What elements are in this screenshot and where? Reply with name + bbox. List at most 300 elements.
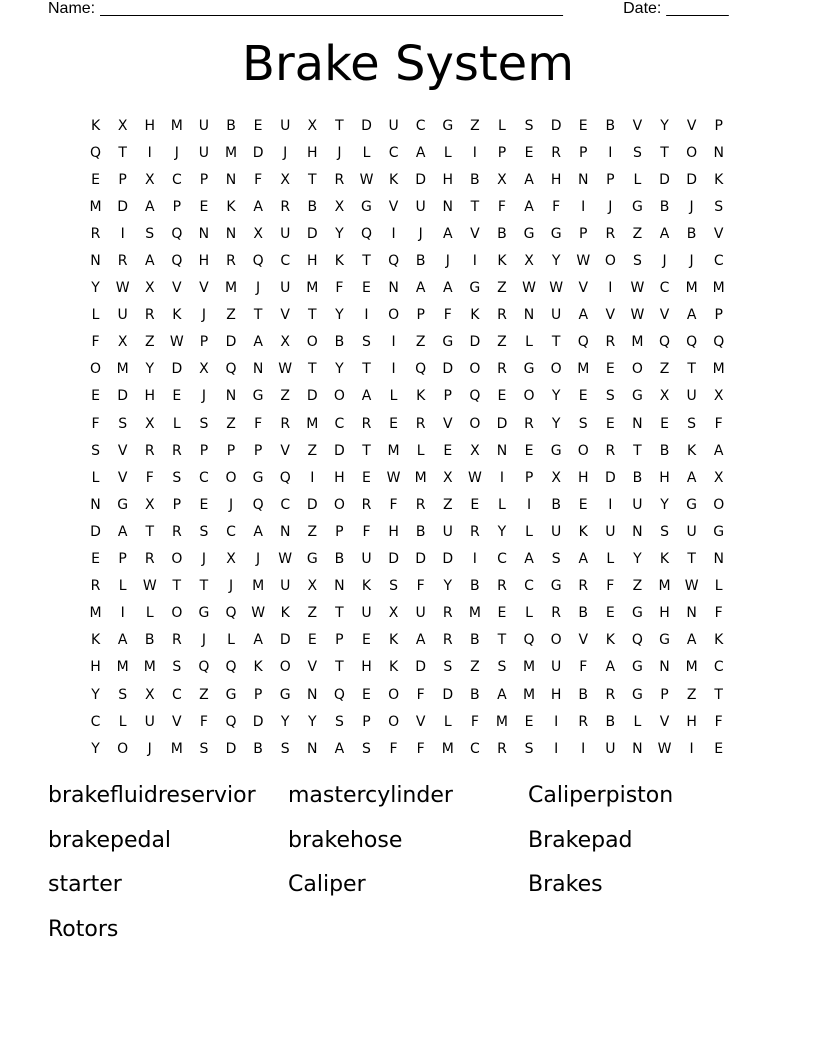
grid-letter: Q bbox=[252, 496, 264, 513]
grid-letter: N bbox=[523, 307, 535, 324]
grid-letter: D bbox=[279, 632, 291, 649]
grid-letter: R bbox=[90, 225, 101, 242]
grid-letter: K bbox=[172, 307, 182, 324]
grid-letter: A bbox=[117, 632, 128, 649]
grid-letter: M bbox=[712, 280, 725, 297]
grid-letter: D bbox=[334, 442, 345, 459]
grid-letter: J bbox=[256, 551, 261, 568]
grid-letter: U bbox=[280, 578, 291, 595]
grid-letter: V bbox=[280, 307, 290, 324]
grid-letter: D bbox=[469, 334, 481, 351]
grid-letter: S bbox=[280, 740, 290, 757]
grid-letter: G bbox=[550, 442, 562, 459]
grid-letter: H bbox=[361, 659, 372, 676]
grid-letter: T bbox=[335, 117, 344, 134]
grid-letter: E bbox=[497, 388, 507, 405]
grid-letter: P bbox=[335, 523, 344, 540]
grid-letter: D bbox=[306, 225, 318, 242]
grid-letter: X bbox=[280, 171, 290, 188]
grid-letter: S bbox=[172, 469, 182, 486]
grid-letter: X bbox=[334, 198, 345, 215]
grid-letter: J bbox=[174, 144, 179, 161]
grid-letter: J bbox=[228, 496, 234, 513]
grid-letter: E bbox=[524, 442, 534, 459]
grid-letter: E bbox=[362, 632, 371, 649]
grid-letter: K bbox=[361, 578, 372, 595]
date-label: Date: bbox=[623, 0, 662, 17]
grid-letter: E bbox=[497, 605, 507, 622]
grid-letter: V bbox=[659, 307, 670, 324]
grid-letter: I bbox=[608, 144, 613, 161]
grid-letter: A bbox=[415, 280, 426, 297]
grid-letter: L bbox=[525, 605, 533, 622]
grid-letter: R bbox=[144, 551, 155, 568]
grid-letter: A bbox=[334, 740, 345, 757]
grid-letter: P bbox=[253, 442, 263, 459]
grid-letter: M bbox=[170, 117, 183, 134]
grid-letter: S bbox=[714, 198, 724, 215]
word-list-item: brakehose bbox=[288, 827, 403, 853]
grid-letter: Z bbox=[307, 523, 318, 540]
grid-letter: D bbox=[415, 551, 427, 568]
grid-letter: V bbox=[605, 307, 616, 324]
grid-letter: I bbox=[499, 469, 505, 486]
grid-letter: E bbox=[578, 388, 588, 405]
grid-letter: V bbox=[307, 659, 318, 676]
grid-letter: X bbox=[442, 469, 453, 486]
grid-letter: O bbox=[388, 686, 400, 703]
grid-letter: B bbox=[605, 117, 616, 134]
grid-letter: N bbox=[198, 225, 210, 242]
grid-letter: L bbox=[606, 551, 615, 568]
grid-letter: Z bbox=[470, 117, 480, 134]
grid-letter: H bbox=[686, 713, 697, 730]
letter-grid bbox=[82, 112, 732, 762]
grid-letter: H bbox=[307, 253, 318, 270]
grid-letter: Y bbox=[443, 578, 453, 595]
grid-letter: U bbox=[686, 523, 697, 540]
grid-letter: E bbox=[199, 496, 209, 513]
grid-letter: I bbox=[391, 225, 396, 242]
grid-letter: S bbox=[199, 740, 209, 757]
grid-letter: I bbox=[147, 144, 152, 161]
grid-letter: M bbox=[577, 361, 590, 378]
grid-letter: Q bbox=[225, 713, 237, 730]
grid-letter: J bbox=[689, 198, 694, 215]
grid-letter: N bbox=[90, 496, 101, 513]
grid-letter: L bbox=[227, 632, 235, 649]
grid-letter: K bbox=[388, 171, 399, 188]
grid-letter: U bbox=[605, 740, 616, 757]
grid-letter: D bbox=[388, 551, 399, 568]
grid-letter: Z bbox=[415, 334, 426, 351]
grid-letter: X bbox=[388, 605, 399, 622]
grid-letter: A bbox=[578, 551, 589, 568]
grid-letter: L bbox=[362, 144, 371, 161]
grid-letter: H bbox=[334, 469, 345, 486]
grid-letter: F bbox=[714, 605, 723, 622]
grid-letter: G bbox=[631, 388, 643, 405]
grid-letter: S bbox=[551, 551, 561, 568]
grid-letter: G bbox=[631, 198, 643, 215]
grid-letter: T bbox=[660, 144, 669, 161]
grid-letter: G bbox=[279, 686, 291, 703]
word-list-item: brakepedal bbox=[48, 827, 172, 853]
grid-letter: H bbox=[388, 523, 399, 540]
grid-letter: A bbox=[686, 307, 697, 324]
name-blank-line: ____________________________________________________ bbox=[100, 0, 563, 17]
grid-letter: U bbox=[686, 388, 697, 405]
grid-letter: F bbox=[145, 469, 154, 486]
grid-letter: Q bbox=[225, 605, 237, 622]
grid-letter: R bbox=[442, 605, 453, 622]
grid-letter: T bbox=[199, 578, 209, 595]
grid-letter: B bbox=[497, 225, 507, 242]
grid-letter: T bbox=[145, 523, 155, 540]
grid-letter: P bbox=[524, 469, 534, 486]
grid-letter: N bbox=[577, 171, 589, 188]
grid-letter: C bbox=[171, 171, 182, 188]
grid-letter: R bbox=[144, 442, 155, 459]
grid-letter: R bbox=[280, 415, 291, 432]
grid-letter: G bbox=[523, 225, 535, 242]
grid-letter: Z bbox=[632, 225, 643, 242]
word-list-item: Rotors bbox=[48, 916, 119, 942]
grid-letter: U bbox=[361, 551, 372, 568]
grid-letter: P bbox=[416, 307, 425, 324]
grid-letter: Q bbox=[659, 334, 671, 351]
grid-letter: L bbox=[443, 144, 452, 161]
grid-letter: G bbox=[252, 469, 264, 486]
grid-letter: M bbox=[170, 740, 183, 757]
grid-letter: F bbox=[91, 334, 100, 351]
grid-letter: K bbox=[578, 523, 588, 540]
grid-letter: Q bbox=[523, 632, 535, 649]
grid-letter: Z bbox=[497, 280, 507, 297]
grid-letter: O bbox=[550, 361, 562, 378]
grid-letter: F bbox=[497, 198, 506, 215]
grid-letter: O bbox=[225, 469, 237, 486]
grid-letter: B bbox=[334, 334, 345, 351]
grid-letter: O bbox=[686, 144, 698, 161]
grid-letter: A bbox=[415, 632, 426, 649]
grid-letter: S bbox=[389, 578, 399, 595]
grid-letter: J bbox=[608, 198, 613, 215]
grid-letter: X bbox=[551, 469, 561, 486]
grid-letter: A bbox=[659, 225, 670, 242]
grid-letter: E bbox=[362, 280, 371, 297]
grid-letter: U bbox=[551, 307, 562, 324]
grid-letter: C bbox=[469, 740, 480, 757]
grid-letter: L bbox=[443, 713, 452, 730]
grid-letter: N bbox=[632, 415, 643, 432]
grid-letter: H bbox=[577, 469, 589, 486]
grid-letter: K bbox=[659, 551, 670, 568]
grid-letter: I bbox=[472, 144, 477, 161]
grid-letter: P bbox=[118, 551, 127, 568]
grid-letter: R bbox=[497, 740, 507, 757]
grid-letter: F bbox=[254, 171, 263, 188]
grid-letter: R bbox=[578, 578, 589, 595]
grid-letter: M bbox=[252, 578, 265, 595]
grid-letter: Q bbox=[469, 388, 481, 405]
grid-letter: C bbox=[388, 144, 399, 161]
grid-letter: W bbox=[657, 740, 672, 757]
grid-letter: O bbox=[333, 388, 345, 405]
grid-letter: X bbox=[524, 253, 534, 270]
grid-letter: J bbox=[445, 253, 450, 270]
grid-letter: J bbox=[228, 578, 234, 595]
grid-letter: W bbox=[630, 307, 645, 324]
grid-letter: Z bbox=[686, 686, 697, 703]
grid-letter: T bbox=[308, 307, 317, 324]
grid-letter: W bbox=[278, 551, 293, 568]
grid-letter: E bbox=[91, 551, 100, 568]
grid-letter: N bbox=[225, 225, 237, 242]
grid-letter: F bbox=[714, 713, 723, 730]
grid-letter: Q bbox=[577, 334, 589, 351]
grid-letter: N bbox=[90, 253, 101, 270]
grid-letter: P bbox=[118, 171, 127, 188]
grid-letter: F bbox=[470, 713, 479, 730]
grid-letter: A bbox=[253, 632, 263, 649]
grid-letter: X bbox=[144, 415, 155, 432]
grid-letter: B bbox=[226, 117, 236, 134]
grid-letter: I bbox=[310, 469, 315, 486]
grid-letter: S bbox=[334, 713, 344, 730]
grid-letter: A bbox=[117, 523, 128, 540]
grid-letter: O bbox=[171, 551, 183, 568]
grid-letter: D bbox=[686, 171, 697, 188]
word-list-item: Caliper bbox=[288, 872, 366, 897]
grid-letter: Y bbox=[551, 388, 561, 405]
grid-letter: U bbox=[415, 198, 426, 215]
grid-letter: P bbox=[253, 686, 263, 703]
grid-letter: B bbox=[632, 469, 643, 486]
grid-letter: H bbox=[144, 117, 155, 134]
grid-letter: N bbox=[442, 198, 453, 215]
word-list-item: Brakepad bbox=[528, 827, 633, 853]
grid-letter: R bbox=[361, 415, 372, 432]
grid-letter: K bbox=[334, 253, 344, 270]
grid-letter: X bbox=[307, 117, 318, 134]
grid-letter: R bbox=[497, 307, 507, 324]
grid-letter: F bbox=[389, 740, 398, 757]
grid-letter: B bbox=[605, 713, 616, 730]
grid-letter: V bbox=[280, 442, 290, 459]
grid-letter: N bbox=[307, 740, 318, 757]
grid-letter: F bbox=[552, 198, 561, 215]
grid-letter: O bbox=[279, 659, 291, 676]
grid-letter: U bbox=[361, 605, 372, 622]
grid-letter: R bbox=[117, 253, 128, 270]
grid-letter: Z bbox=[307, 442, 318, 459]
grid-letter: M bbox=[414, 469, 427, 486]
grid-letter: Q bbox=[713, 334, 725, 351]
grid-letter: S bbox=[91, 442, 100, 459]
grid-letter: D bbox=[117, 198, 129, 215]
grid-letter: M bbox=[685, 280, 698, 297]
grid-letter: T bbox=[362, 442, 371, 459]
grid-letter: W bbox=[630, 280, 645, 297]
grid-letter: T bbox=[687, 551, 696, 568]
grid-letter: K bbox=[714, 632, 724, 649]
grid-letter: J bbox=[418, 225, 423, 242]
grid-letter: S bbox=[443, 659, 453, 676]
grid-letter: H bbox=[442, 171, 454, 188]
grid-letter: A bbox=[415, 144, 426, 161]
grid-letter: I bbox=[689, 740, 694, 757]
grid-letter: S bbox=[362, 740, 371, 757]
grid-letter: Z bbox=[226, 307, 236, 324]
grid-letter: W bbox=[467, 469, 482, 486]
grid-letter: M bbox=[495, 713, 508, 730]
grid-letter: R bbox=[605, 442, 616, 459]
grid-letter: R bbox=[605, 686, 616, 703]
grid-letter: J bbox=[147, 740, 152, 757]
grid-letter: D bbox=[90, 523, 101, 540]
grid-letter: W bbox=[576, 253, 591, 270]
grid-letter: X bbox=[144, 686, 155, 703]
grid-letter: N bbox=[686, 605, 697, 622]
grid-letter: W bbox=[359, 171, 374, 188]
grid-letter: O bbox=[469, 415, 481, 432]
grid-letter: H bbox=[144, 388, 155, 405]
grid-letter: T bbox=[362, 361, 371, 378]
grid-letter: A bbox=[253, 523, 263, 540]
grid-letter: X bbox=[713, 469, 724, 486]
grid-letter: X bbox=[307, 578, 318, 595]
grid-letter: V bbox=[713, 225, 724, 242]
grid-letter: R bbox=[551, 144, 561, 161]
grid-letter: F bbox=[199, 713, 208, 730]
grid-letter: S bbox=[497, 659, 507, 676]
grid-letter: V bbox=[117, 442, 128, 459]
grid-letter: P bbox=[714, 117, 723, 134]
grid-letter: T bbox=[308, 361, 317, 378]
grid-letter: U bbox=[388, 117, 399, 134]
grid-letter: G bbox=[198, 605, 210, 622]
grid-letter: C bbox=[659, 280, 670, 297]
grid-letter: W bbox=[549, 280, 564, 297]
grid-letter: C bbox=[280, 253, 291, 270]
grid-letter: R bbox=[361, 496, 372, 513]
grid-letter: Q bbox=[686, 334, 698, 351]
grid-letter: I bbox=[364, 307, 369, 324]
grid-letter: P bbox=[579, 225, 588, 242]
grid-letter: D bbox=[659, 171, 670, 188]
grid-letter: L bbox=[714, 578, 723, 595]
grid-letter: Z bbox=[442, 496, 453, 513]
grid-letter: Z bbox=[280, 388, 290, 405]
grid-letter: I bbox=[472, 551, 477, 568]
grid-letter: M bbox=[89, 198, 102, 215]
grid-letter: T bbox=[172, 578, 182, 595]
grid-letter: R bbox=[415, 496, 426, 513]
grid-letter: B bbox=[307, 198, 318, 215]
grid-letter: N bbox=[659, 659, 670, 676]
grid-letter: G bbox=[631, 659, 643, 676]
grid-letter: I bbox=[581, 198, 586, 215]
grid-letter: Z bbox=[307, 605, 318, 622]
grid-letter: A bbox=[497, 686, 507, 703]
grid-letter: F bbox=[714, 415, 723, 432]
grid-letter: R bbox=[578, 713, 589, 730]
grid-letter: T bbox=[633, 442, 642, 459]
grid-letter: P bbox=[335, 632, 344, 649]
grid-letter: K bbox=[470, 307, 480, 324]
grid-letter: A bbox=[144, 198, 155, 215]
grid-letter: G bbox=[442, 117, 454, 134]
grid-letter: B bbox=[659, 442, 670, 459]
grid-letter: L bbox=[525, 334, 533, 351]
grid-letter: R bbox=[497, 361, 507, 378]
grid-letter: F bbox=[389, 496, 398, 513]
grid-letter: M bbox=[712, 361, 725, 378]
grid-letter: Q bbox=[90, 144, 102, 161]
grid-letter: O bbox=[713, 496, 725, 513]
grid-letter: O bbox=[388, 713, 400, 730]
grid-letter: X bbox=[199, 361, 209, 378]
grid-letter: F bbox=[416, 740, 425, 757]
grid-letter: B bbox=[551, 496, 561, 513]
grid-letter: M bbox=[523, 686, 536, 703]
grid-letter: Y bbox=[335, 225, 344, 242]
grid-letter: I bbox=[120, 225, 125, 242]
date-blank-line: _______ bbox=[666, 0, 729, 17]
grid-letter: Y bbox=[660, 496, 669, 513]
grid-letter: M bbox=[306, 280, 319, 297]
grid-letter: Q bbox=[198, 659, 210, 676]
grid-letter: M bbox=[306, 415, 319, 432]
grid-letter: V bbox=[659, 713, 670, 730]
grid-letter: V bbox=[172, 280, 182, 297]
grid-letter: S bbox=[632, 253, 642, 270]
grid-letter: B bbox=[144, 632, 155, 649]
grid-letter: I bbox=[391, 361, 396, 378]
grid-letter: X bbox=[280, 334, 290, 351]
grid-letter: P bbox=[660, 686, 669, 703]
grid-letter: Y bbox=[551, 415, 561, 432]
grid-letter: O bbox=[333, 496, 345, 513]
grid-letter: D bbox=[442, 361, 454, 378]
grid-letter: Q bbox=[415, 361, 427, 378]
grid-letter: T bbox=[253, 307, 263, 324]
grid-letter: S bbox=[660, 523, 669, 540]
grid-letter: J bbox=[201, 388, 206, 405]
grid-letter: V bbox=[578, 632, 589, 649]
grid-letter: F bbox=[335, 280, 344, 297]
grid-letter: K bbox=[687, 442, 697, 459]
grid-letter: Z bbox=[144, 334, 155, 351]
grid-letter: C bbox=[497, 551, 507, 568]
word-list-item: mastercylinder bbox=[288, 783, 453, 808]
grid-letter: L bbox=[172, 415, 181, 432]
grid-letter: T bbox=[308, 171, 317, 188]
grid-letter: C bbox=[90, 713, 101, 730]
grid-letter: E bbox=[524, 713, 534, 730]
grid-letter: Z bbox=[632, 578, 643, 595]
grid-letter: D bbox=[496, 415, 508, 432]
grid-letter: U bbox=[415, 605, 426, 622]
grid-letter: X bbox=[713, 388, 724, 405]
grid-letter: S bbox=[578, 415, 588, 432]
grid-letter: J bbox=[256, 280, 261, 297]
grid-letter: I bbox=[526, 496, 532, 513]
grid-letter: N bbox=[632, 523, 643, 540]
grid-letter: C bbox=[199, 469, 209, 486]
grid-letter: W bbox=[522, 280, 536, 297]
